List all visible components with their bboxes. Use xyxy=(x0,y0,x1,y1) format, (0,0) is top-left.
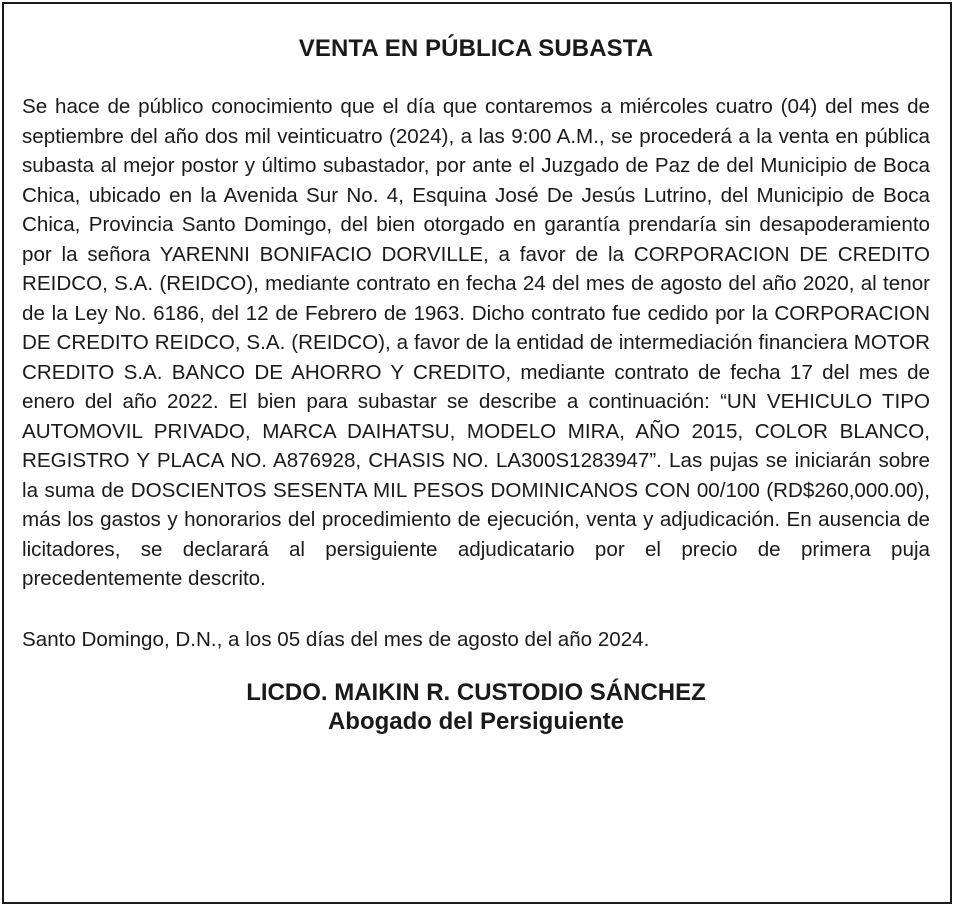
signature-role: Abogado del Persiguiente xyxy=(327,708,625,735)
notice-title: VENTA EN PÚBLICA SUBASTA xyxy=(298,35,654,62)
notice-frame xyxy=(2,2,952,904)
notice-body: Se hace de público conocimiento que el día que contaremos a miércoles cuatro (04) del mes de septiembre del año dos mil veinticuatro (2024), a las 9:00 A.M., se procederá a la venta en pública subasta al mejor postor y último subastador, por ante el Juzgado de Paz de del Municipio de Boca Chica, ubicado en la Avenida Sur No. 4, Esquina José De Jesús Lutrino, del Municipio de Boca Chica, Provincia Santo Domingo, del bien otorgado en garantía prendaría sin desapoderamiento por la señora YARENNI BONIFACIO DORVILLE, a favor de la CORPORACION DE CREDITO REIDCO, S.A. (REIDCO), mediante contrato en fecha 24 del mes de agosto del año 2020, al tenor de la Ley No. 6186, del 12 de Febrero de 1963. Dicho contrato fue cedido por la CORPORACION DE CREDITO REIDCO, S.A. (REIDCO), a favor de la entidad de intermediación financiera MOTOR CREDITO S.A. BANCO DE AHORRO Y CREDITO, mediante contrato de fecha 17 del mes de enero del año 2022. El bien para subastar se describe a continuación: “UN VEHICULO TIPO AUTOMOVIL PRIVADO, MARCA DAIHATSU, MODELO MIRA, AÑO 2015, COLOR BLANCO, REGISTRO Y PLACA NO. A876928, CHASIS NO. LA300S1283947”. Las pujas se iniciarán sobre la suma de DOSCIENTOS SESENTA MIL PESOS DOMINICANOS CON 00/100 (RD$260,000.00), más los gastos y honorarios del procedimiento de ejecución, venta y adjudicación. En ausencia de licitadores, se declarará al persiguiente adjudicatario por el precio de primera puja precedentemente descrito. xyxy=(22,95,930,590)
notice-content xyxy=(22,4,930,737)
notice-date-line: Santo Domingo, D.N., a los 05 días del mes de agosto del año 2024. xyxy=(22,627,650,651)
signature-name: LICDO. MAIKIN R. CUSTODIO SÁNCHEZ xyxy=(246,679,706,706)
